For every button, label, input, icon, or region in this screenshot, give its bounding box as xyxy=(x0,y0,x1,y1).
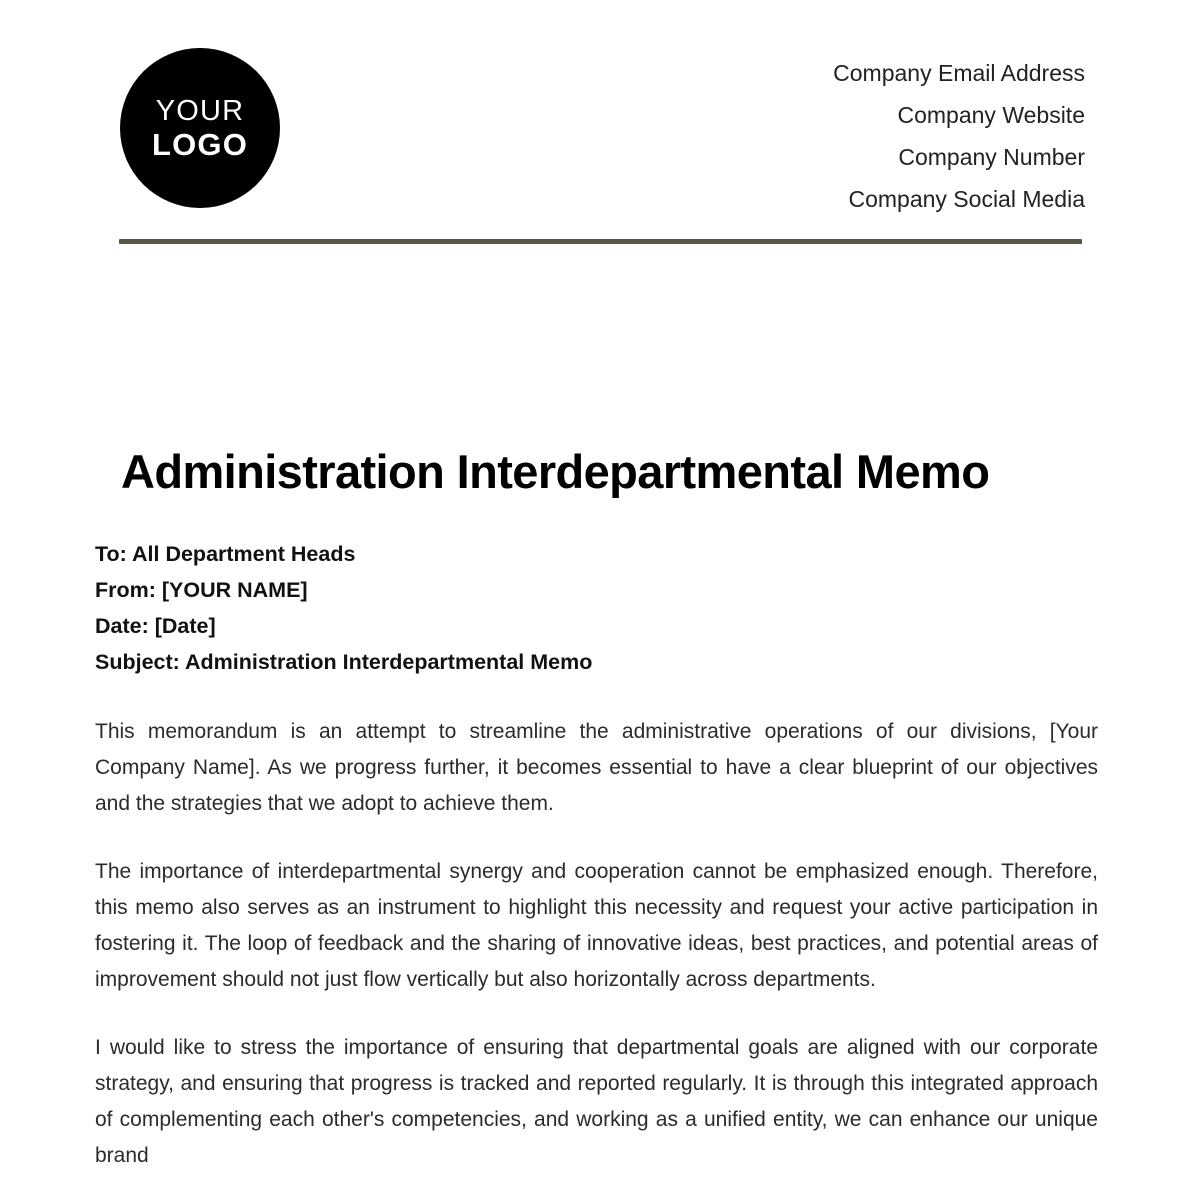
contact-email-address: Company Email Address xyxy=(833,60,1085,86)
memo-paragraph-2: The importance of interdepartmental synergy and cooperation cannot be emphasized enough. Therefore, this memo also serves as an instrument to highlight this necessity and request your active participation in fostering it. The loop of feedback and the sharing of innovative ideas, best practices, and potential areas of improvement should not just flow vertically but also horizontally across departments. xyxy=(95,860,1098,991)
contact-website: Company Website xyxy=(897,102,1085,128)
memo-field-from: From: [YOUR NAME] xyxy=(95,578,308,602)
memo-paragraph-1: This memorandum is an attempt to streamline the administrative operations of our divisions, [Your Company Name]. As we progress further, it becomes essential to have a clear blueprint of our objectives and the strategies that we adopt to achieve them. xyxy=(95,720,1098,815)
memo-field-date: Date: [Date] xyxy=(95,614,216,638)
memo-field-to: To: All Department Heads xyxy=(95,542,356,566)
memo-paragraph-3: I would like to stress the importance of ensuring that departmental goals are aligned with our corporate strategy, and ensuring that progress is tracked and reported regularly. It is through this integrated approach of complementing each other's competencies, and working as a unified entity, we can enhance our unique brand xyxy=(95,1036,1098,1167)
company-logo xyxy=(120,48,280,208)
company-contact-block xyxy=(833,52,1085,220)
letterhead xyxy=(0,0,1200,250)
memo-body xyxy=(95,714,1098,1174)
logo-text-bottom: LOGO xyxy=(151,126,249,162)
contact-social-media: Company Social Media xyxy=(848,186,1085,212)
page-title: Administration Interdepartmental Memo xyxy=(121,445,990,499)
memo-field-subject: Subject: Administration Interdepartmental Memo xyxy=(95,650,593,674)
header-divider-rule xyxy=(119,239,1082,244)
memo-header-block xyxy=(95,536,1100,680)
contact-phone-number: Company Number xyxy=(898,144,1085,170)
logo-text-top: YOUR xyxy=(155,94,245,127)
